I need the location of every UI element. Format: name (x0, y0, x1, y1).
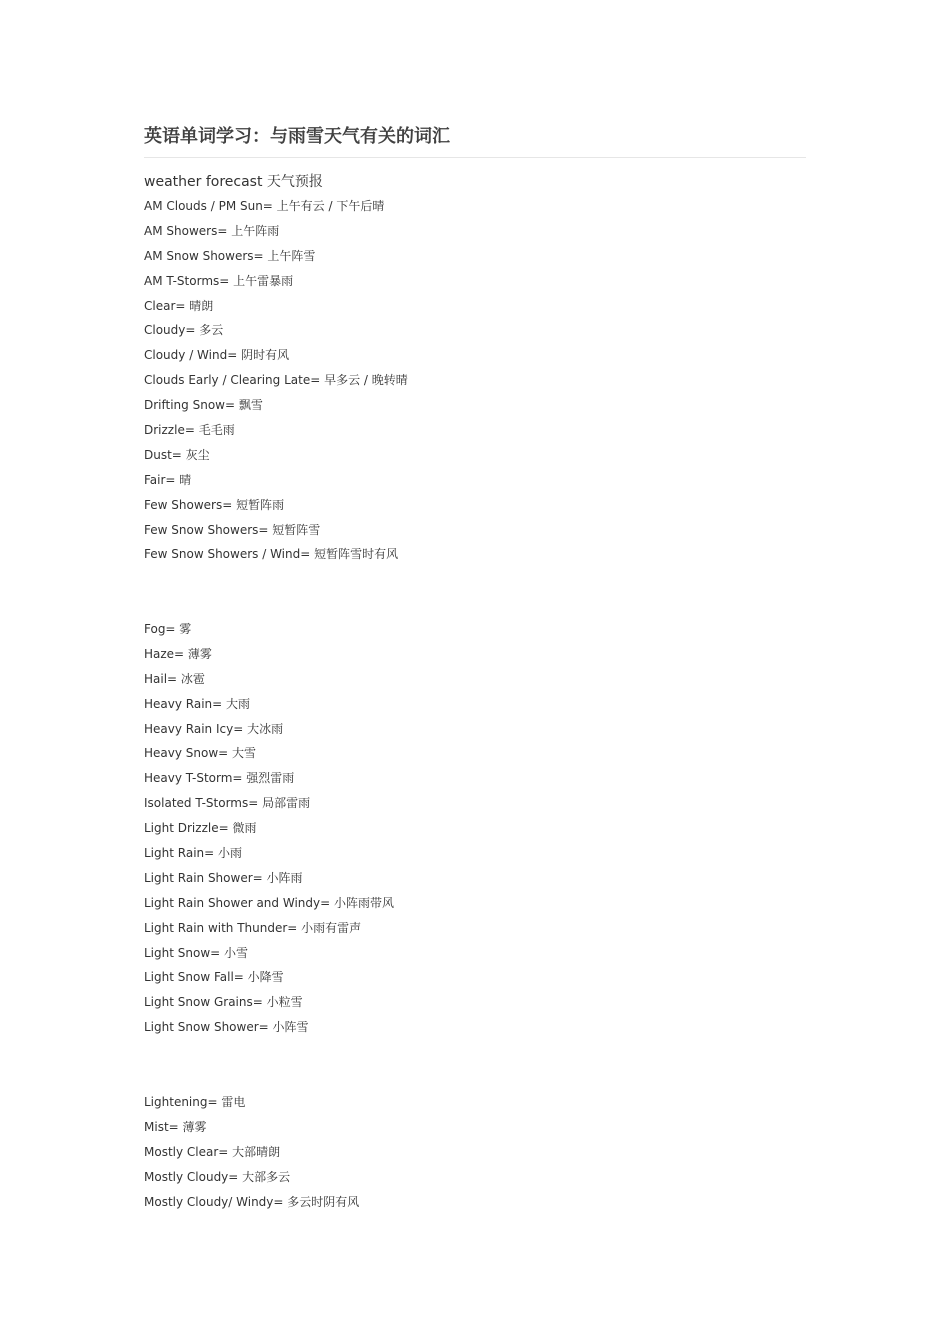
document-page (144, 122, 806, 1209)
vocab-entry: Mist= 薄雾 (144, 1119, 207, 1134)
vocab-entry: Clouds Early / Clearing Late= 早多云 / 晚转晴 (144, 373, 408, 388)
vocab-entry: Drizzle= 毛毛雨 (144, 423, 235, 438)
vocab-entry: Dust= 灰尘 (144, 447, 210, 462)
vocab-entry: Light Snow Shower= 小阵雪 (144, 1020, 309, 1035)
vocab-entry: Light Rain= 小雨 (144, 846, 242, 861)
vocab-entry: Isolated T-Storms= 局部雷雨 (144, 796, 311, 811)
vocab-entry: Cloudy / Wind= 阴时有风 (144, 348, 290, 363)
vocab-entry: Haze= 薄雾 (144, 646, 212, 661)
vocab-entry: Hail= 冰雹 (144, 671, 205, 686)
title-divider (144, 157, 806, 158)
vocab-entry: AM Clouds / PM Sun= 上午有云 / 下午后晴 (144, 199, 385, 213)
vocab-entry: Light Drizzle= 微雨 (144, 821, 257, 836)
vocab-entry: Mostly Cloudy/ Windy= 多云时阴有风 (144, 1194, 360, 1209)
vocab-entry: AM Showers= 上午阵雨 (144, 223, 280, 238)
vocab-entry: Cloudy= 多云 (144, 323, 224, 338)
vocab-entry: Light Rain with Thunder= 小雨有雷声 (144, 920, 362, 935)
vocab-entry: AM T-Storms= 上午雷暴雨 (144, 273, 294, 288)
page-title: 英语单词学习：与雨雪天气有关的词汇 (144, 126, 450, 147)
vocab-entry: Fair= 晴 (144, 472, 192, 487)
vocab-entry: Heavy Snow= 大雪 (144, 746, 257, 761)
vocab-entry: Heavy Rain= 大雨 (144, 696, 251, 711)
vocab-entry: Mostly Cloudy= 大部多云 (144, 1169, 291, 1184)
vocab-entry: Few Snow Showers / Wind= 短暂阵雪时有风 (144, 547, 399, 562)
vocab-section-3 (144, 1090, 359, 1214)
vocab-entry: Mostly Clear= 大部晴朗 (144, 1144, 281, 1159)
vocab-entry: Clear= 晴朗 (144, 298, 214, 313)
vocab-entry: Light Rain Shower and Windy= 小阵雨带风 (144, 895, 394, 910)
vocab-entry: AM Snow Showers= 上午阵雪 (144, 248, 316, 263)
vocab-section-2 (144, 617, 394, 1040)
vocab-entry: Light Rain Shower= 小阵雨 (144, 870, 303, 885)
vocab-entry: Few Snow Showers= 短暂阵雪 (144, 522, 321, 537)
vocab-entry: Light Snow Fall= 小降雪 (144, 970, 284, 985)
vocab-entry: Lightening= 雷电 (144, 1095, 246, 1109)
vocab-entry: Heavy Rain Icy= 大冰雨 (144, 721, 284, 736)
vocab-entry: Fog= 雾 (144, 622, 192, 636)
vocab-entry: Drifting Snow= 飘雪 (144, 398, 263, 413)
vocab-entry: Heavy T-Storm= 强烈雷雨 (144, 771, 295, 786)
vocab-section-1 (144, 194, 408, 567)
vocab-entry: Few Showers= 短暂阵雨 (144, 497, 285, 512)
vocab-entry: Light Snow Grains= 小粒雪 (144, 995, 303, 1010)
vocab-entry: Light Snow= 小雪 (144, 945, 249, 960)
section-heading: weather forecast 天气预报 (144, 174, 323, 190)
